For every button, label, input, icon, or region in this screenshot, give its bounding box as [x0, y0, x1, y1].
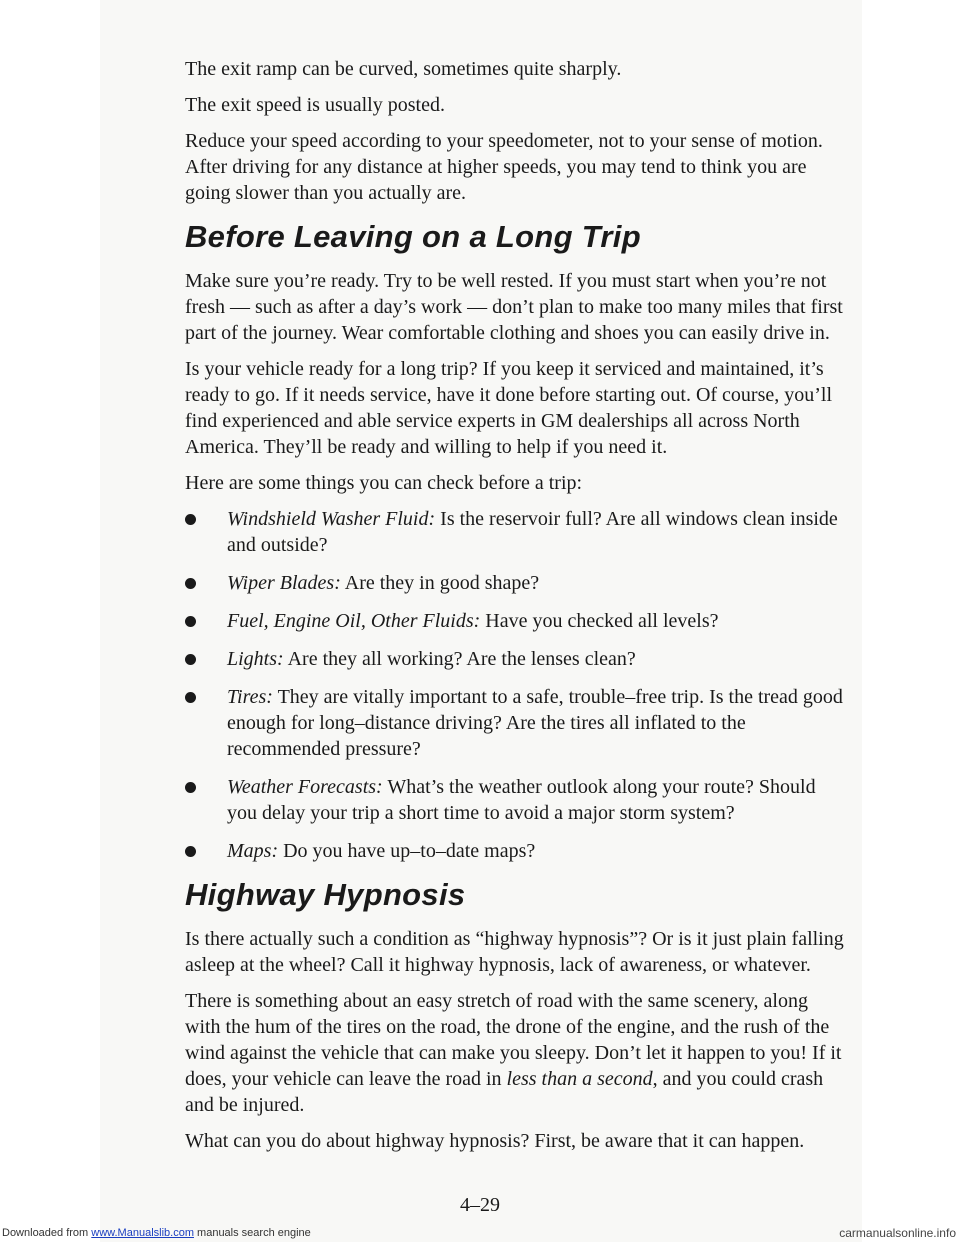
checklist-item — [185, 570, 845, 596]
section-heading-highway-hypnosis: Highway Hypnosis — [185, 877, 466, 912]
intro-paragraph-3: Reduce your speed according to your speedometer, not to your sense of motion. After driving for any distance at higher speeds, you may tend to think you are going slower than you actually are. — [185, 130, 823, 204]
hypnosis-text-after: , and you could crash and be injured. — [185, 1068, 824, 1116]
bullet-icon — [185, 578, 196, 589]
checklist-text: Do you have up–to–date maps? — [278, 840, 536, 862]
checklist-text: Is the reservoir full? Are all windows clean inside and outside? — [227, 508, 838, 556]
checklist-term: Wiper Blades: — [227, 572, 341, 594]
checklist-item — [185, 684, 845, 762]
long-trip-paragraph-3: Here are some things you can check before a trip: — [185, 472, 583, 494]
checklist-text: Are they all working? Are the lenses clean? — [283, 648, 636, 670]
checklist-text: Are they in good shape? — [340, 572, 540, 594]
download-prefix: Downloaded from — [2, 1227, 92, 1239]
hypnosis-paragraph-3: What can you do about highway hypnosis? First, be aware that it can happen. — [185, 1130, 805, 1152]
trip-checklist — [185, 506, 845, 864]
long-trip-paragraph-1: Make sure you’re ready. Try to be well rested. If you must start when you’re not fresh — such as after a day’s work — don’t plan to make too many miles that first part of the journey. Wear comfortable clothing and shoes you can easily drive in. — [185, 270, 843, 344]
page-number: 4–29 — [460, 1194, 500, 1216]
hypnosis-emphasis: less than a second — [506, 1068, 653, 1090]
download-suffix: manuals search engine — [193, 1227, 311, 1239]
hypnosis-paragraph-1: Is there actually such a condition as “highway hypnosis”? Or is it just plain falling asleep at the wheel? Call it highway hypnosis, lack of awareness, or whatever. — [185, 928, 844, 976]
page-content — [185, 56, 845, 1164]
hypnosis-text-before: There is something about an easy stretch of road with the same scenery, along with the hum of the tires on the road, the drone of the engine, and the rush of the wind against the vehicle that can make you sleepy. Don’t let it happen to you! If it does, your vehicle can leave the road in — [185, 990, 842, 1090]
checklist-term: Weather Forecasts: — [227, 776, 383, 798]
checklist-item — [185, 608, 845, 634]
bullet-icon — [185, 654, 196, 665]
checklist-term: Fuel, Engine Oil, Other Fluids: — [227, 610, 481, 632]
long-trip-paragraph-2: Is your vehicle ready for a long trip? If you keep it serviced and maintained, it’s ready to go. If it needs service, have it done before starting out. Of course, you’ll find experienced and able service experts in GM dealerships all across North America. They’ll be ready and willing to help if you need it. — [185, 358, 833, 458]
bullet-icon — [185, 616, 196, 627]
section-heading-long-trip: Before Leaving on a Long Trip — [185, 219, 641, 254]
checklist-item — [185, 506, 845, 558]
watermark: carmanualsonline.info — [839, 1226, 956, 1240]
checklist-term: Tires: — [227, 686, 273, 708]
footer — [0, 1226, 960, 1242]
intro-paragraph-2: The exit speed is usually posted. — [185, 94, 445, 116]
checklist-term: Lights: — [227, 648, 284, 670]
checklist-text: Have you checked all levels? — [480, 610, 719, 632]
intro-paragraph-1: The exit ramp can be curved, sometimes quite sharply. — [185, 58, 622, 80]
checklist-text: They are vitally important to a safe, trouble–free trip. Is the tread good enough for long–distance driving? Are the tires all inflated to the recommended pressure? — [227, 686, 843, 760]
checklist-term: Maps: — [227, 840, 279, 862]
checklist-item — [185, 774, 845, 826]
bullet-icon — [185, 846, 196, 857]
checklist-text: What’s the weather outlook along your route? Should you delay your trip a short time to avoid a major storm system? — [227, 776, 816, 824]
bullet-icon — [185, 782, 196, 793]
bullet-icon — [185, 692, 196, 703]
checklist-item — [185, 646, 845, 672]
bullet-icon — [185, 514, 196, 525]
download-notice — [2, 1227, 311, 1239]
hypnosis-paragraph-2 — [185, 988, 845, 1118]
checklist-term: Windshield Washer Fluid: — [227, 508, 436, 530]
manualslib-link[interactable]: www.Manualslib.com — [91, 1227, 194, 1239]
checklist-item — [185, 838, 845, 864]
